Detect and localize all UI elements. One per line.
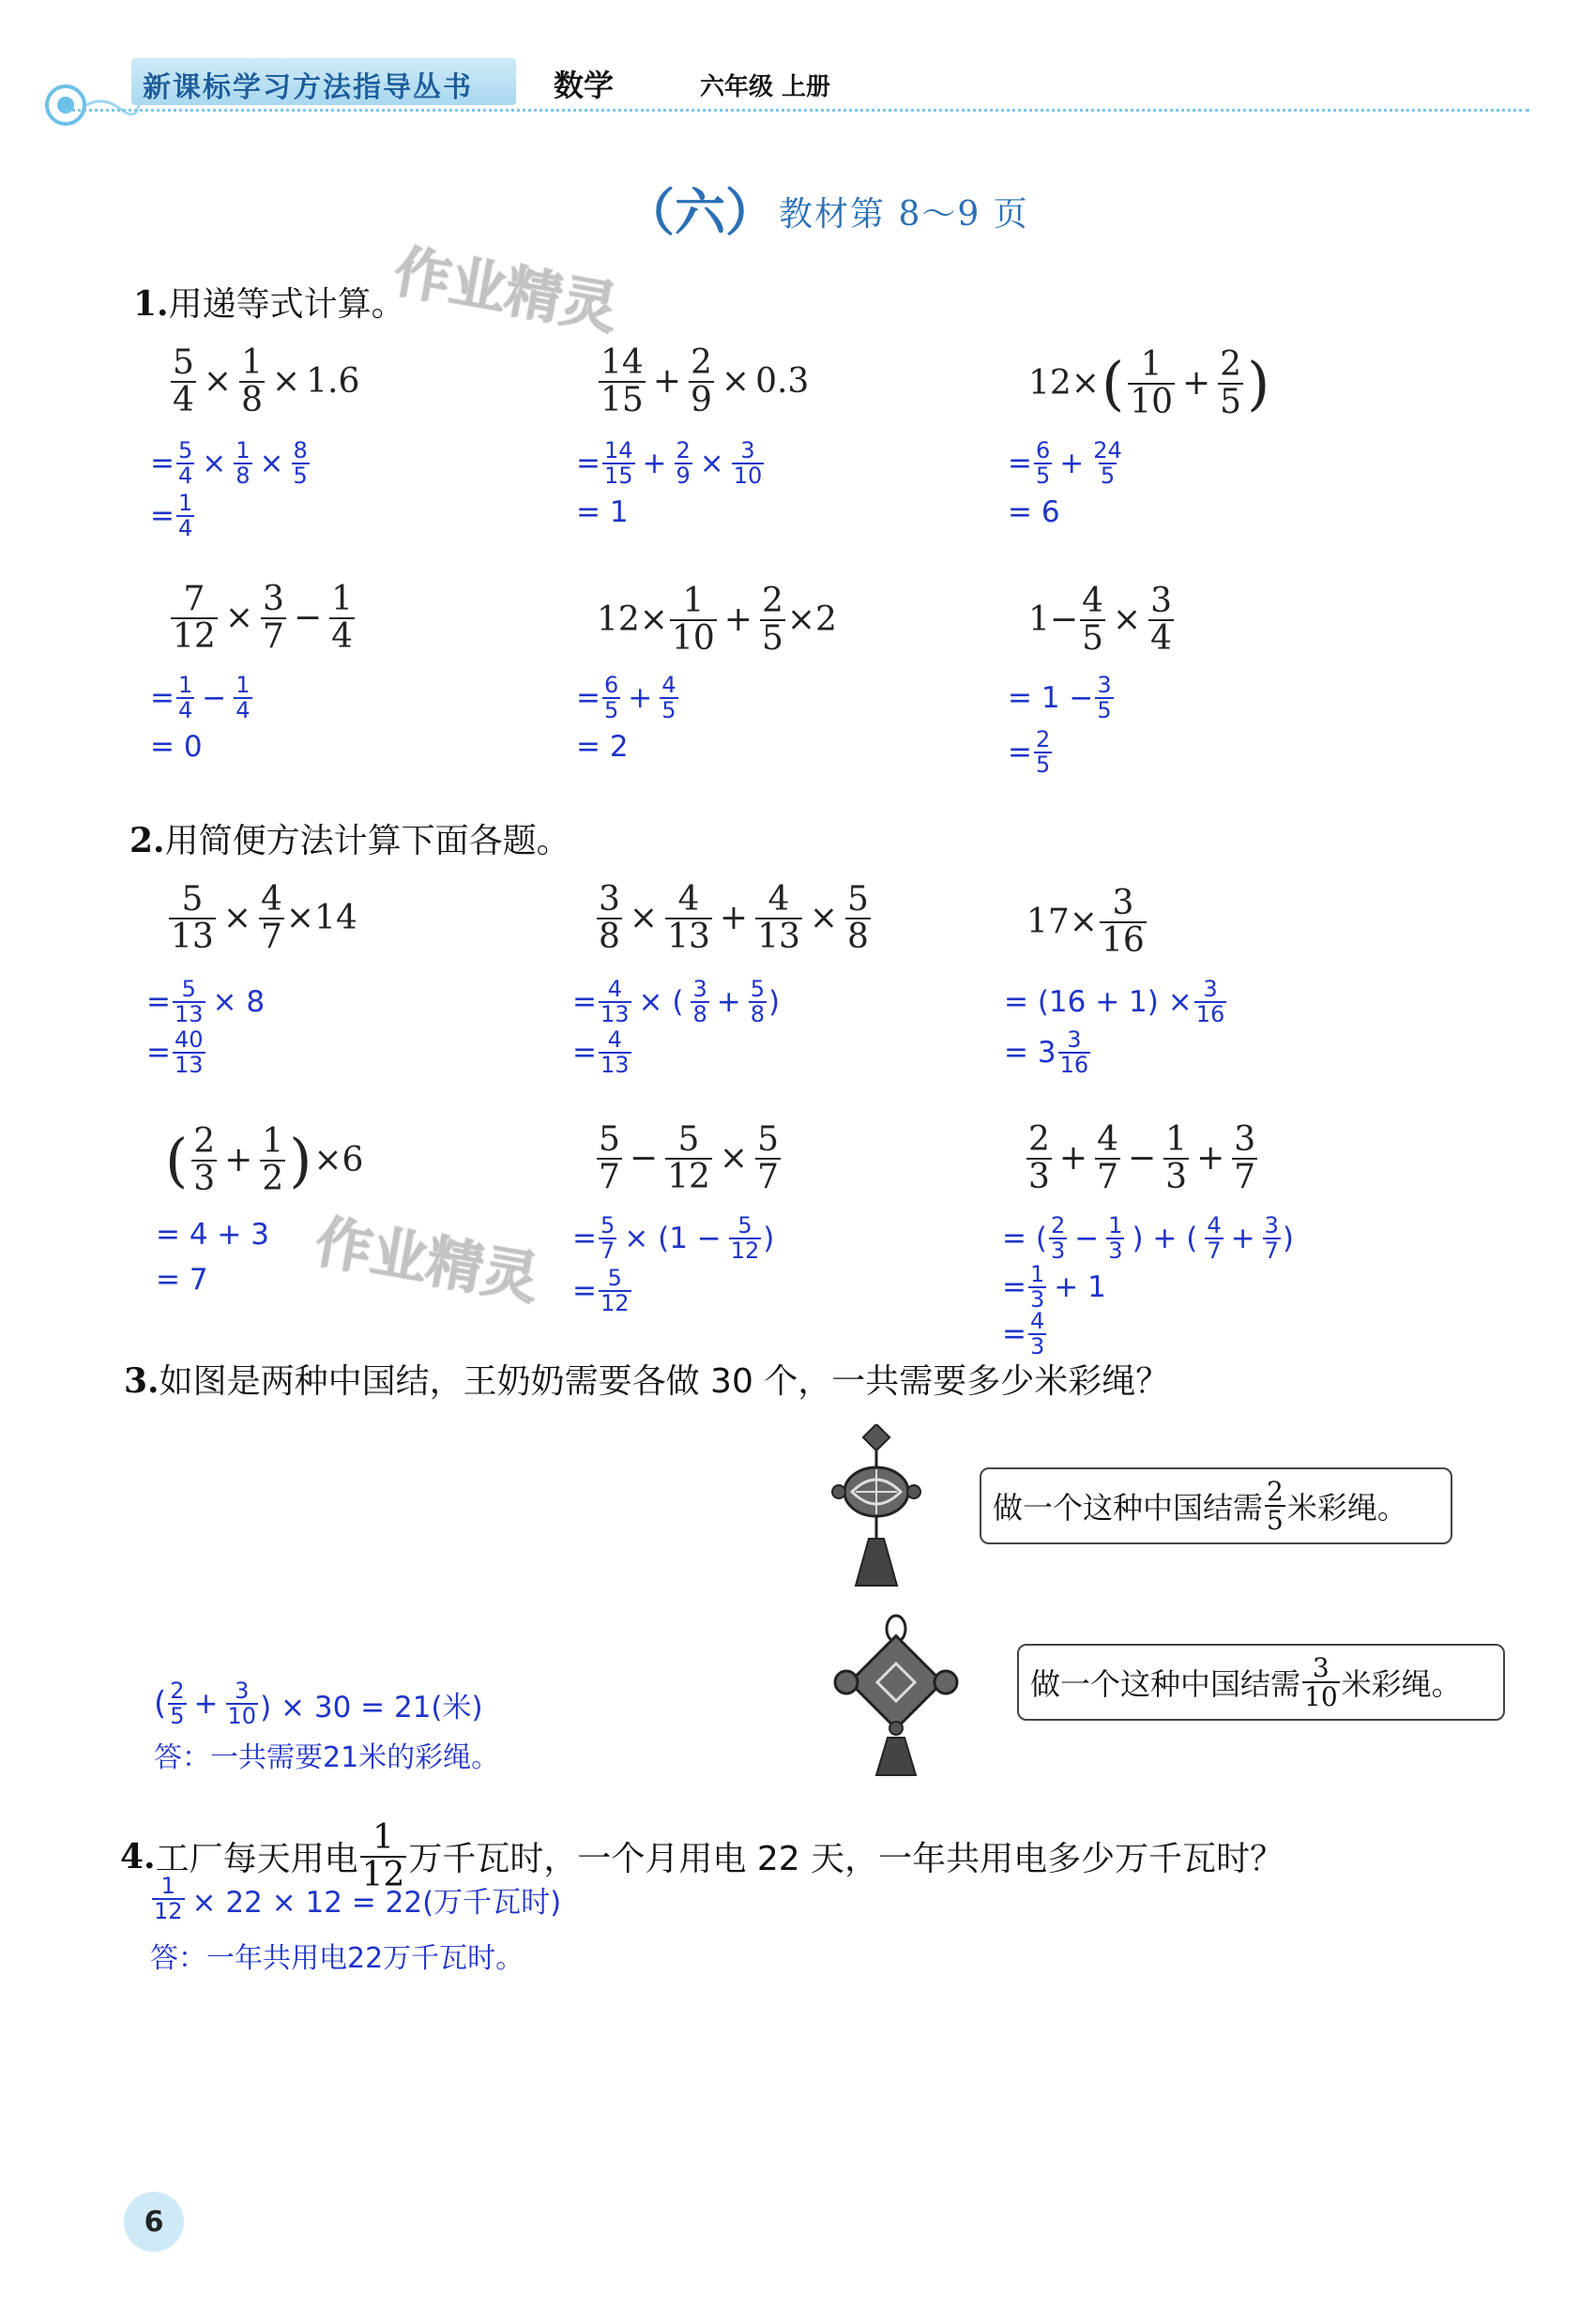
q1a-step2: = $\frac{1}{4}$ bbox=[150, 490, 193, 542]
q4-title: 4. 工厂每天用电 $\frac{1}{12}$ 万千瓦时，一个月用电 22 天，一年共用电多少万千瓦时？ bbox=[120, 1818, 1284, 1894]
watermark-top: 作业精灵 bbox=[388, 238, 623, 343]
watermark-mid: 作业精灵 bbox=[310, 1208, 544, 1314]
q3-title: 3.如图是两种中国结，王奶奶需要各做 30 个，一共需要多少米彩绳？ bbox=[124, 1361, 1170, 1401]
q2f-expr: $\frac{2}{3}$ + $\frac{4}{7}$ − $\frac{1}{3}$ + $\frac{3}{7}$ bbox=[1028, 1120, 1256, 1196]
q2a-expr: $\frac{5}{13}$ × $\frac{4}{7}$ ×14 bbox=[171, 880, 357, 956]
q2d-step1: = 4 + 3 bbox=[156, 1218, 269, 1252]
q1f-expr: 1− $\frac{4}{5}$ × $\frac{3}{4}$ bbox=[1028, 582, 1173, 658]
q1b-expr: $\frac{14}{15}$ + $\frac{2}{9}$ × 0.3 bbox=[600, 343, 810, 419]
q1d-step2: = 0 bbox=[150, 730, 203, 764]
subject-title: 数学 bbox=[554, 68, 615, 103]
page-number: 6 bbox=[124, 2192, 184, 2252]
q1b-step1: = $\frac{14}{15}$ + $\frac{2}{9}$ × $\frac{3}{10}$ bbox=[576, 437, 763, 490]
q2f-step2: = $\frac{1}{3}$ + 1 bbox=[1002, 1261, 1106, 1314]
header-ornament bbox=[38, 75, 141, 131]
q2f-step1: = ( $\frac{2}{3}$ − $\frac{1}{3}$ ) + ( $\frac{4}{7}$ + $\frac{3}{7}$ ) bbox=[1002, 1212, 1295, 1265]
q1d-expr: $\frac{7}{12}$ × $\frac{3}{7}$ − $\frac{1}{4}$ bbox=[173, 580, 353, 656]
q2b-step2: = $\frac{4}{13}$ bbox=[572, 1026, 630, 1079]
q4-calc: $\frac{1}{12}$ × 22 × 12 = 22(万千瓦时) bbox=[154, 1873, 562, 1925]
q1a-expr: $\frac{5}{4}$ × $\frac{1}{8}$ × 1.6 bbox=[173, 343, 360, 419]
q2e-expr: $\frac{5}{7}$ − $\frac{5}{12}$ × $\frac{5}{7}$ bbox=[599, 1120, 779, 1196]
section-pages: 教材第 8～9 页 bbox=[779, 195, 1029, 234]
q2c-expr: 17× $\frac{3}{16}$ bbox=[1026, 884, 1145, 960]
q2e-step2: = $\frac{5}{12}$ bbox=[572, 1265, 630, 1317]
q2d-step2: = 7 bbox=[156, 1263, 208, 1297]
q1e-expr: 12× $\frac{1}{10}$ + $\frac{2}{5}$ ×2 bbox=[597, 582, 837, 658]
knot-2-bubble: 做一个这种中国结需 $\frac{3}{10}$ 米彩绳。 bbox=[1017, 1644, 1505, 1721]
q1c-step1: = $\frac{6}{5}$ + $\frac{24}{5}$ bbox=[1008, 437, 1122, 490]
q3-answer: 答：一共需要21米的彩绳。 bbox=[154, 1741, 500, 1774]
section-number: （六） bbox=[624, 182, 776, 242]
q1f-step2: = $\frac{2}{5}$ bbox=[1008, 726, 1051, 779]
q1-title: 1.用递等式计算。 bbox=[133, 284, 405, 324]
q1a-step1: = $\frac{5}{4}$ × $\frac{1}{8}$ × $\frac{8}{5}$ bbox=[150, 437, 308, 490]
q2b-step1: = $\frac{4}{13}$ × ( $\frac{3}{8}$ + $\frac{5}{8}$ ) bbox=[572, 976, 781, 1028]
chinese-knot-2-icon bbox=[826, 1612, 966, 1779]
q2b-expr: $\frac{3}{8}$ × $\frac{4}{13}$ + $\frac{4}{13}$ × $\frac{5}{8}$ bbox=[599, 880, 869, 956]
q1c-expr: 12× ( $\frac{1}{10}$ + $\frac{2}{5}$ ) bbox=[1028, 345, 1270, 421]
q1f-step1: = 1 − $\frac{3}{5}$ bbox=[1008, 672, 1112, 724]
q2f-step3: = $\frac{4}{3}$ bbox=[1002, 1308, 1045, 1360]
q1e-step2: = 2 bbox=[576, 730, 629, 764]
q1d-step1: = $\frac{1}{4}$ − $\frac{1}{4}$ bbox=[150, 672, 251, 724]
q1b-step2: = 1 bbox=[576, 495, 629, 529]
q3-calc: ( $\frac{2}{5}$ + $\frac{3}{10}$ ) × 30 = 21(米) bbox=[154, 1678, 483, 1730]
series-title: 新课标学习方法指导丛书 bbox=[143, 71, 473, 104]
knot-1-bubble: 做一个这种中国结需 $\frac{2}{5}$ 米彩绳。 bbox=[980, 1467, 1452, 1544]
q2c-step2: = 3 $\frac{3}{16}$ bbox=[1004, 1026, 1089, 1079]
q1e-step1: = $\frac{6}{5}$ + $\frac{4}{5}$ bbox=[576, 672, 676, 724]
q2e-step1: = $\frac{5}{7}$ × (1 − $\frac{5}{12}$ ) bbox=[572, 1212, 775, 1265]
q2-title: 2.用简便方法计算下面各题。 bbox=[129, 821, 570, 860]
q2d-expr: ( $\frac{2}{3}$ + $\frac{1}{2}$ ) ×6 bbox=[165, 1122, 364, 1198]
q2a-step2: = $\frac{40}{13}$ bbox=[146, 1026, 204, 1079]
chinese-knot-1-icon bbox=[818, 1424, 931, 1593]
q4-answer: 答：一年共用电22万千瓦时。 bbox=[150, 1942, 524, 1975]
q1c-step2: = 6 bbox=[1008, 495, 1060, 529]
q2a-step1: = $\frac{5}{13}$ × 8 bbox=[146, 976, 266, 1028]
header-divider bbox=[66, 109, 1529, 112]
grade-label: 六年级 上册 bbox=[700, 73, 831, 101]
q2c-step1: = (16 + 1) × $\frac{3}{16}$ bbox=[1004, 976, 1225, 1028]
